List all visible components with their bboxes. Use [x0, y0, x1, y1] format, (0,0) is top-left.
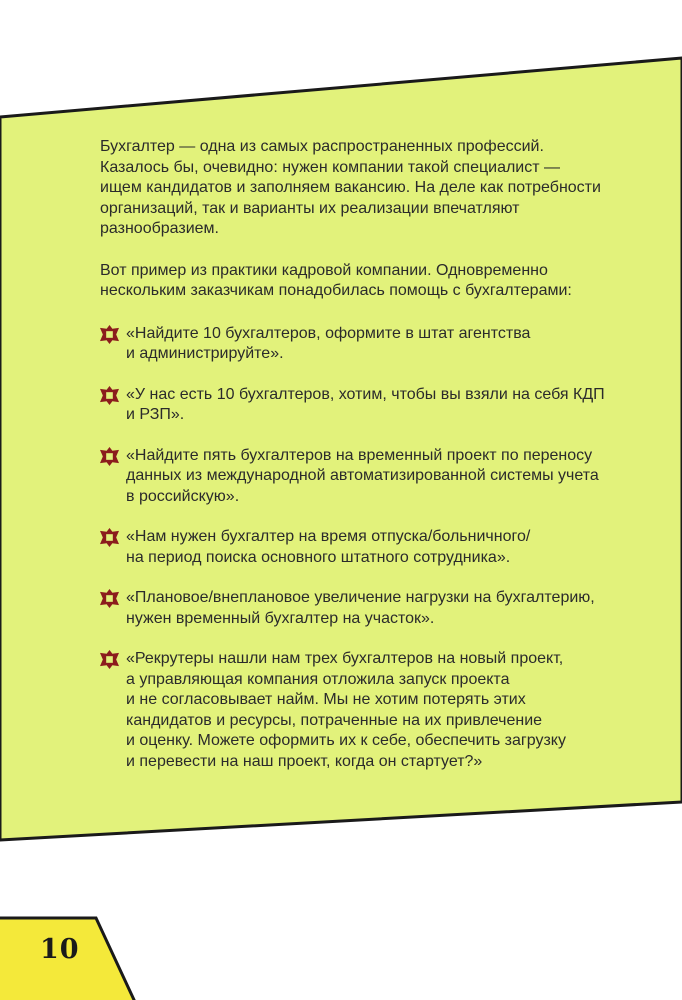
list-item-text: «Рекрутеры нашли нам трех бухгалтеров на новый проект, а управляющая компания отложила запуск проекта и не согласовывает найм. Мы не хотим потерять этих кандидатов и ресурсы, потраченные на их привлечение и оценку. Можете оформить их к себе, обеспечить загрузку и перевести на наш проект, когда он стартует?» [126, 650, 566, 770]
list-item [100, 527, 640, 568]
ornament-bullet-icon [100, 447, 119, 466]
list-item [100, 385, 640, 426]
ornament-bullet-icon [100, 589, 119, 608]
article-body [100, 137, 640, 792]
list-item-text: «Плановое/внеплановое увеличение нагрузки на бухгалтерию, нужен временный бухгалтер на участок». [126, 589, 595, 627]
list-item [100, 588, 640, 629]
list-item [100, 649, 640, 772]
list-item-text: «У нас есть 10 бухгалтеров, хотим, чтобы вы взяли на себя КДП и РЗП». [126, 385, 605, 423]
ornament-bullet-icon [100, 528, 119, 547]
ornament-bullet-icon [100, 650, 119, 669]
page-number: 10 [40, 934, 80, 965]
list-item-text: «Нам нужен бухгалтер на время отпуска/больничного/ на период поиска основного штатного сотрудника». [126, 528, 531, 566]
list-item [100, 324, 640, 365]
intro-paragraph: Бухгалтер — одна из самых распространенных профессий. Казалось бы, очевидно: нужен компании такой специалист — ищем кандидатов и заполняем вакансию. На деле как потребности организаций, так и варианты их реализации впечатляют разнообразием. [100, 138, 601, 237]
list-item [100, 446, 640, 508]
ornament-bullet-icon [100, 386, 119, 405]
list-item-text: «Найдите пять бухгалтеров на временный проект по переносу данных из международной автоматизированной системы учета в российскую». [126, 446, 599, 505]
list-item-text: «Найдите 10 бухгалтеров, оформите в штат агентства и администрируйте». [126, 324, 531, 362]
requests-list [100, 324, 640, 773]
ornament-bullet-icon [100, 325, 119, 344]
example-lead-paragraph: Вот пример из практики кадровой компании. Одновременно нескольким заказчикам понадобилась помощь с бухгалтерами: [100, 261, 572, 299]
